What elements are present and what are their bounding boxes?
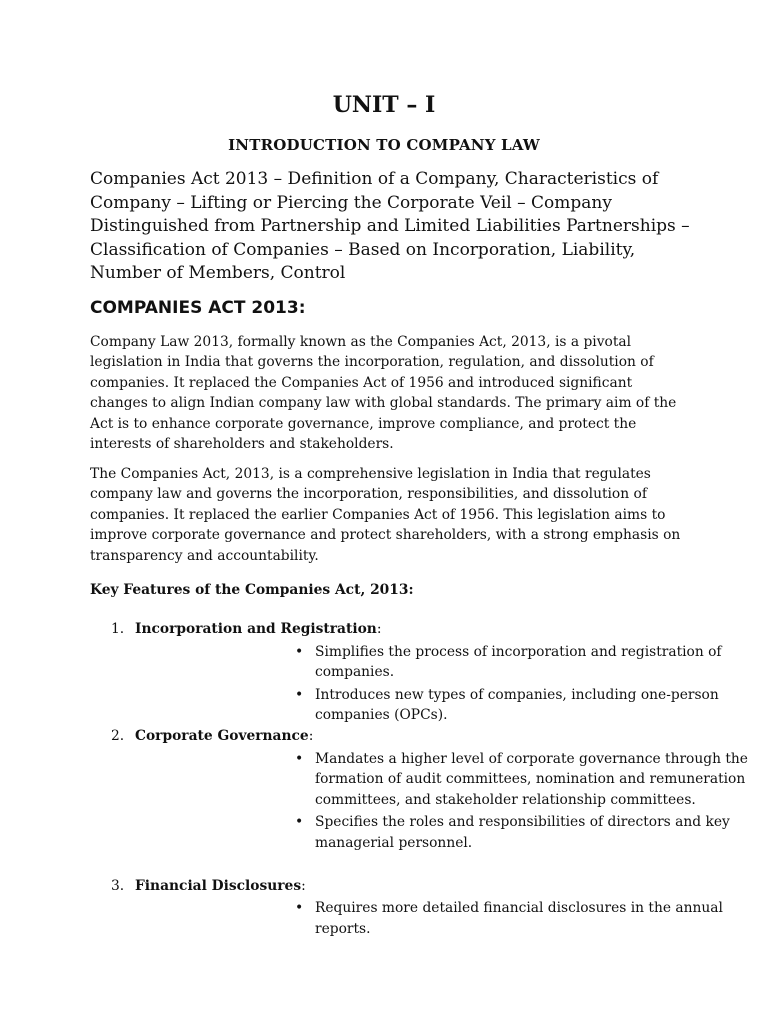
features-list xyxy=(0,619,768,939)
feature-heading: Incorporation and Registration xyxy=(135,621,377,637)
bullet-item xyxy=(135,685,765,726)
bullet-icon: • xyxy=(295,643,304,660)
feature-heading: Financial Disclosures xyxy=(135,877,302,894)
syllabus-summary: Companies Act 2013 – Definition of a Company, Characteristics of Company – Lifting or Piercing the Corporate Veil – Company Distinguished from Partnership and Limited Liabilities Partnerships – Classification of Companies – Based on Incorporation, Liability, Number of Members, Control xyxy=(90,169,690,283)
feature-number: 3. xyxy=(111,877,125,894)
feature-colon: : xyxy=(308,727,314,744)
bullet-text: Introduces new types of companies, including one-person companies (OPCs). xyxy=(315,686,719,724)
paragraph-1: Company Law 2013, formally known as the Companies Act, 2013, is a pivotal legislation in India that governs the incorporation, regulation, and dissolution of companies. It replaced the Companies Act of 1956 and introduced significant changes to align Indian company law with global standards. The primary aim of the Act is to enhance corporate governance, improve compliance, and protect the interests of shareholders and stakeholders. xyxy=(90,334,677,453)
bullet-icon: • xyxy=(295,750,304,767)
key-features-heading: Key Features of the Companies Act, 2013: xyxy=(90,582,414,598)
feature-item xyxy=(0,876,768,940)
bullet-item xyxy=(135,898,765,939)
bullet-item xyxy=(135,812,765,853)
feature-number: 2. xyxy=(111,727,125,744)
bullet-item xyxy=(135,749,765,811)
chapter-subtitle: INTRODUCTION TO COMPANY LAW xyxy=(228,136,540,154)
paragraph-2: The Companies Act, 2013, is a comprehensive legislation in India that regulates company law and governs the incorporation, responsibilities, and dissolution of companies. It replaced the earlier Companies Act of 1956. This legislation aims to improve corporate governance and protect shareholders, with a strong emphasis on transparency and accountability. xyxy=(90,466,681,564)
feature-number: 1. xyxy=(111,621,125,637)
feature-bullets xyxy=(135,898,768,939)
feature-bullets xyxy=(135,642,768,726)
section-heading: COMPANIES ACT 2013: xyxy=(90,298,306,318)
bullet-icon: • xyxy=(295,686,304,703)
list-spacer xyxy=(0,854,768,876)
feature-item xyxy=(0,619,768,726)
bullet-text: Simplifies the process of incorporation and registration of companies. xyxy=(315,643,722,681)
bullet-icon: • xyxy=(295,814,304,831)
bullet-text: Mandates a higher level of corporate governance through the formation of audit committees, nomination and remuneration committees, and stakeholder relationship committees. xyxy=(315,750,748,808)
bullet-item xyxy=(135,642,765,683)
feature-item xyxy=(0,726,768,854)
bullet-text: Requires more detailed financial disclosures in the annual reports. xyxy=(315,900,723,937)
bullet-icon: • xyxy=(295,900,304,917)
unit-title: UNIT – I xyxy=(332,92,436,118)
feature-heading: Corporate Governance xyxy=(135,727,309,744)
feature-colon: : xyxy=(376,621,382,637)
bullet-text: Specifies the roles and responsibilities of directors and key managerial personnel. xyxy=(315,814,730,851)
feature-colon: : xyxy=(301,877,306,894)
feature-bullets xyxy=(135,749,768,854)
